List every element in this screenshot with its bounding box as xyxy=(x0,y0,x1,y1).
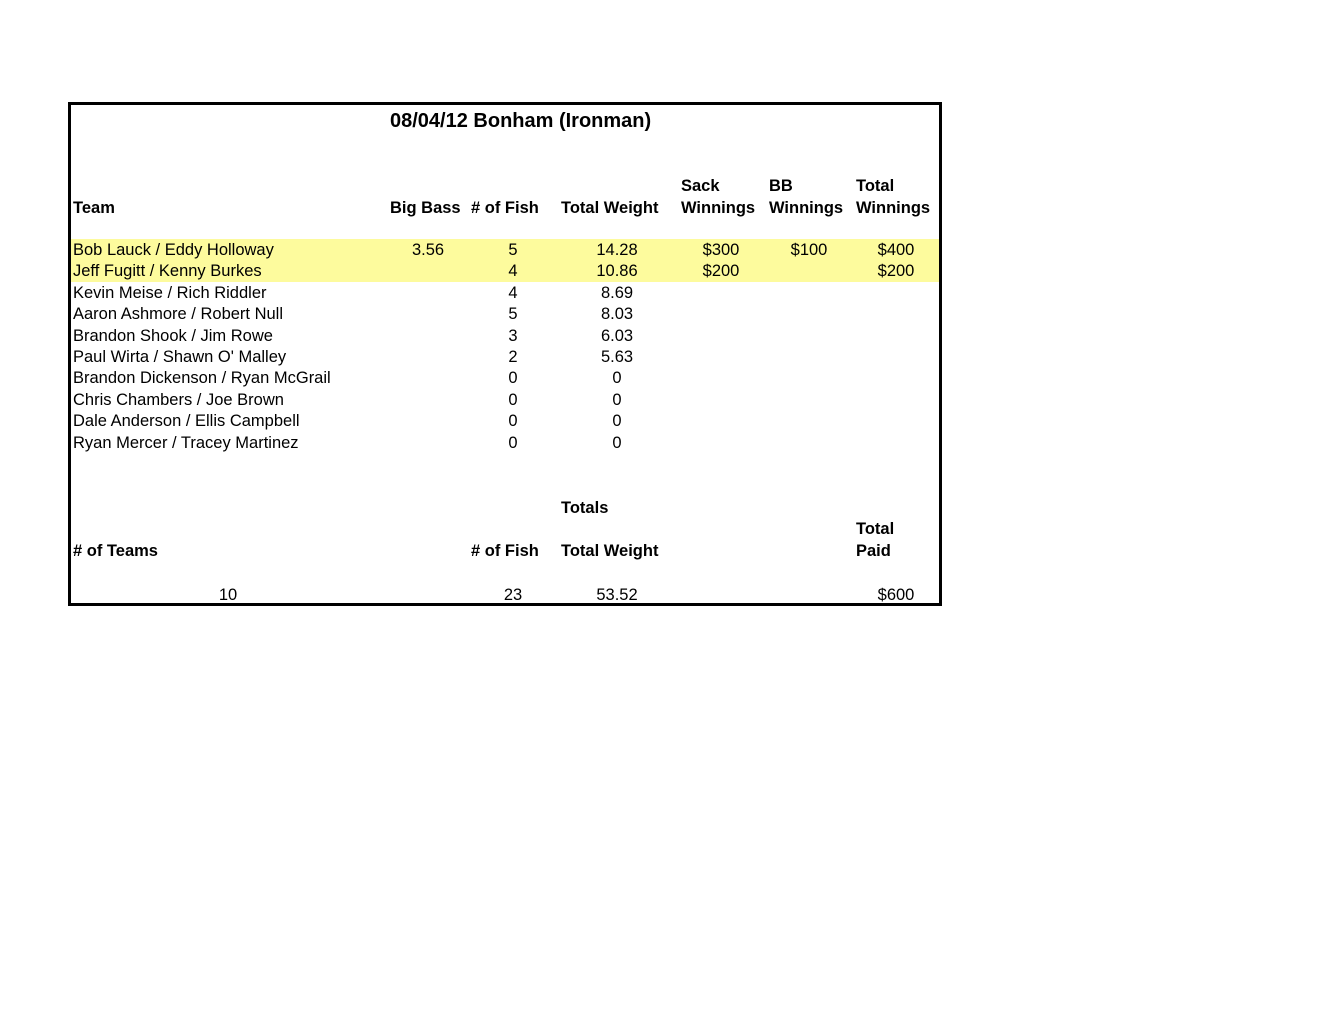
header-team: Team xyxy=(73,199,115,217)
total-weight-cell: 14.28 xyxy=(596,241,638,259)
header-sack-line1: Sack xyxy=(681,177,720,195)
num-fish-cell: 5 xyxy=(508,305,518,324)
total-weight-cell: 8.03 xyxy=(600,305,634,324)
total-weight-cell: 0 xyxy=(612,369,622,388)
sack-winnings-cell: $200 xyxy=(702,262,740,281)
num-fish-cell: 0 xyxy=(508,369,518,388)
num-fish-cell: 0 xyxy=(508,412,518,431)
num-fish-cell: 3 xyxy=(508,326,518,345)
total-weight-cell: 0 xyxy=(612,412,622,431)
team-name-cell: Brandon Dickenson / Ryan McGrail xyxy=(73,369,331,388)
num-fish-cell: 2 xyxy=(508,348,518,366)
big-bass-cell: 3.56 xyxy=(411,241,445,259)
totals-total-weight-value: 53.52 xyxy=(596,586,638,604)
num-fish-cell: 4 xyxy=(508,262,518,281)
header-total-line1: Total xyxy=(856,177,895,195)
results-sheet xyxy=(68,102,942,606)
team-name-cell: Paul Wirta / Shawn O' Malley xyxy=(73,348,287,366)
header-total-weight: Total Weight xyxy=(561,199,659,217)
header-big-bass: Big Bass xyxy=(390,199,461,217)
bb-winnings-cell: $100 xyxy=(790,241,828,259)
num-fish-cell: 0 xyxy=(508,433,518,452)
totals-total-weight-label: Total Weight xyxy=(561,542,659,560)
sack-winnings-cell: $300 xyxy=(702,241,740,259)
total-weight-cell: 8.69 xyxy=(600,283,634,302)
team-name-cell: Bob Lauck / Eddy Holloway xyxy=(73,241,274,259)
num-fish-cell: 0 xyxy=(508,390,518,409)
team-name-cell: Dale Anderson / Ellis Campbell xyxy=(73,412,300,431)
totals-label: Totals xyxy=(561,499,609,517)
team-name-cell: Aaron Ashmore / Robert Null xyxy=(73,305,284,324)
totals-num-fish-label: # of Fish xyxy=(471,542,539,560)
team-name-cell: Kevin Meise / Rich Riddler xyxy=(73,283,267,302)
num-fish-cell: 4 xyxy=(508,283,518,302)
page-title: 08/04/12 Bonham (Ironman) xyxy=(390,110,652,132)
total-paid-value: $600 xyxy=(877,586,915,604)
num-teams-label: # of Teams xyxy=(73,542,158,560)
num-fish-cell: 5 xyxy=(508,241,518,259)
total-paid-label-line2: Paid xyxy=(856,542,891,560)
team-name-cell: Ryan Mercer / Tracey Martinez xyxy=(73,433,299,452)
total-weight-cell: 5.63 xyxy=(600,348,634,366)
total-weight-cell: 10.86 xyxy=(596,262,638,281)
header-bb-line2: Winnings xyxy=(769,199,844,217)
team-name-cell: Chris Chambers / Joe Brown xyxy=(73,390,284,409)
header-bb-line1: BB xyxy=(769,177,793,195)
header-total-line2: Winnings xyxy=(856,199,931,217)
num-teams-value: 10 xyxy=(218,586,238,604)
total-weight-cell: 6.03 xyxy=(600,326,634,345)
header-sack-line2: Winnings xyxy=(681,199,756,217)
team-name-cell: Jeff Fugitt / Kenny Burkes xyxy=(73,262,262,281)
total-weight-cell: 0 xyxy=(612,390,622,409)
total-paid-label-line1: Total xyxy=(856,520,895,538)
total-winnings-cell: $400 xyxy=(877,241,915,259)
total-winnings-cell: $200 xyxy=(877,262,915,281)
totals-num-fish-value: 23 xyxy=(503,586,523,604)
header-num-fish: # of Fish xyxy=(471,199,539,217)
total-weight-cell: 0 xyxy=(612,433,622,452)
team-name-cell: Brandon Shook / Jim Rowe xyxy=(73,326,273,345)
